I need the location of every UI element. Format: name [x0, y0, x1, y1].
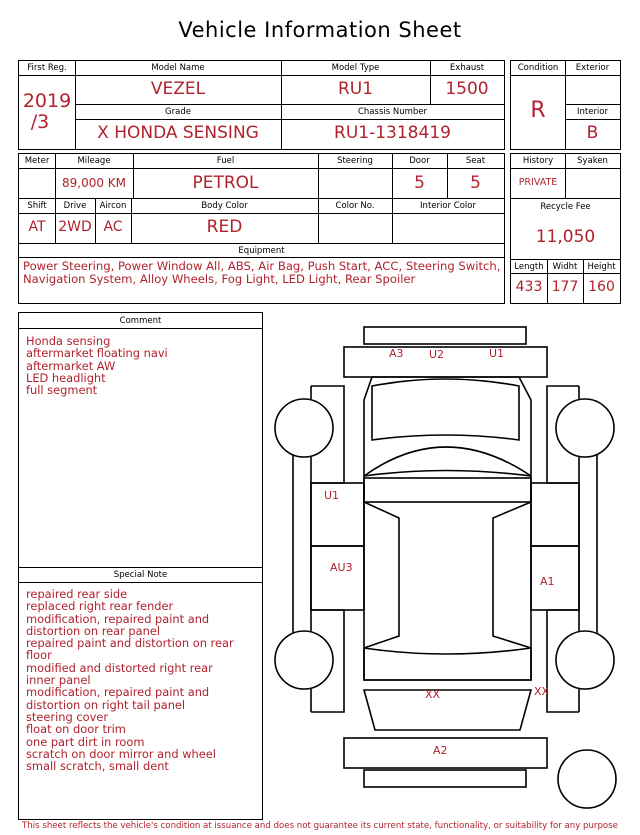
- height-value: 160: [588, 279, 615, 295]
- seat-value: 5: [470, 173, 481, 193]
- history-label: History: [522, 156, 554, 166]
- damage-mark-left-rear-door: AU3: [330, 561, 353, 574]
- door-value: 5: [414, 173, 425, 193]
- steering-label: Steering: [337, 156, 373, 166]
- windshield: [364, 447, 531, 476]
- footer-disclaimer: This sheet reflects the vehicle's condition at issuance and does not guarantee its current state, functionality, or suitability for any purpose: [22, 821, 618, 831]
- special-note-item: float on door trim: [26, 722, 126, 737]
- shift-label: Shift: [27, 201, 47, 211]
- mileage-value: 89,000 KM: [61, 176, 127, 190]
- drive-value: 2WD: [58, 219, 92, 235]
- notes-panel: [18, 312, 263, 820]
- rear-left-wheel: [275, 631, 333, 689]
- damage-mark-rear-center: XX: [425, 688, 441, 701]
- damage-mark-left-front-door: U1: [324, 489, 340, 502]
- rear-right-wheel: [556, 631, 614, 689]
- special-note-item: small scratch, small dent: [26, 759, 169, 774]
- damage-mark-rear-bumper: A2: [433, 744, 448, 757]
- interior-label: Interior: [576, 107, 608, 117]
- comment-list: [26, 335, 258, 396]
- exhaust-value: 1500: [445, 79, 489, 99]
- spec-table: [18, 153, 505, 304]
- special-note-item: modification, repaired paint and distortion on rear panel: [26, 611, 210, 638]
- comment-item: Honda sensing: [26, 334, 111, 348]
- fuel-label: Fuel: [216, 156, 235, 166]
- fuel-value: PETROL: [192, 173, 259, 193]
- rear-glass: [364, 648, 531, 680]
- recycle-fee-value: 11,050: [535, 227, 596, 247]
- exterior-label: Exterior: [575, 63, 610, 73]
- damage-mark-rear-right: XX: [534, 685, 550, 698]
- aircon-label: Aircon: [99, 201, 127, 211]
- length-value: 433: [515, 279, 543, 295]
- comment-label: Comment: [119, 316, 162, 326]
- body-color-value: RED: [206, 217, 243, 237]
- aircon-value: AC: [103, 219, 123, 235]
- model-name-value: VEZEL: [150, 79, 206, 99]
- comment-item: full segment: [26, 383, 98, 398]
- front-right-wheel: [556, 399, 614, 457]
- comment-item: aftermarket floating navi: [26, 346, 168, 361]
- height-label: Height: [587, 262, 616, 272]
- body-color-label: Body Color: [201, 201, 248, 211]
- color-no-label: Color No.: [335, 201, 375, 211]
- special-note-item: one part dirt in room: [26, 734, 145, 749]
- drive-label: Drive: [63, 201, 87, 211]
- exhaust-label: Exhaust: [449, 63, 485, 73]
- condition-label: Condition: [517, 63, 559, 73]
- comment-item: aftermarket AW: [26, 358, 116, 373]
- special-note-item: scratch on door mirror and wheel: [26, 746, 216, 761]
- special-note-item: repaired paint and distortion on rear floor: [26, 636, 234, 663]
- syaken-label: Syaken: [577, 156, 608, 166]
- trunk: [364, 690, 531, 730]
- interior-value: B: [586, 123, 599, 143]
- model-type-label: Model Type: [331, 63, 380, 73]
- mileage-label: Mileage: [77, 156, 111, 166]
- equipment-label: Equipment: [238, 246, 285, 256]
- roof-pillars: [364, 502, 531, 648]
- damage-mark-front-center: U2: [429, 348, 445, 361]
- length-label: Length: [514, 262, 544, 272]
- door-label: Door: [409, 156, 430, 166]
- special-note-list: [26, 588, 236, 772]
- chassis-number-label: Chassis Number: [357, 107, 428, 117]
- special-note-item: replaced right rear fender: [26, 599, 174, 614]
- width-label: Widht: [552, 262, 578, 272]
- roof-front: [364, 478, 531, 502]
- history-table: [510, 153, 621, 304]
- grade-label: Grade: [165, 107, 191, 117]
- car-damage-diagram: [270, 318, 622, 818]
- special-note-item: repaired rear side: [26, 587, 128, 601]
- equipment-value: Power Steering, Power Window All, ABS, Air Bag, Push Start, ACC, Steering Switch, Navigation System, Alloy Wheels, Fog Light, LED Light, Rear Spoiler: [23, 259, 501, 286]
- special-note-item: steering cover: [26, 709, 108, 724]
- car-body-outline: [364, 377, 531, 680]
- history-value: PRIVATE: [518, 177, 558, 188]
- model-type-value: RU1: [337, 79, 374, 99]
- special-note-item: modification, repaired paint and distortion on right tail panel: [26, 685, 210, 712]
- front-bumper: [364, 327, 526, 344]
- sheet-title: Vehicle Information Sheet: [178, 18, 462, 42]
- front-left-wheel: [275, 399, 333, 457]
- chassis-number-value: RU1-1318419: [334, 123, 451, 143]
- right-front-door: [531, 483, 579, 546]
- seat-label: Seat: [465, 156, 486, 166]
- special-note-item: modified and distorted right rear inner panel: [26, 660, 213, 688]
- left-rear-door: [311, 546, 364, 610]
- damage-mark-front-right: U1: [489, 347, 505, 360]
- special-note-label: Special Note: [113, 570, 168, 580]
- interior-color-label: Interior Color: [420, 201, 476, 211]
- comment-item: LED headlight: [26, 370, 106, 385]
- damage-mark-right-rear-door: A1: [540, 575, 555, 588]
- first-reg-label: First Reg.: [27, 63, 67, 73]
- spare-wheel: [558, 750, 616, 808]
- rear-bumper: [364, 770, 526, 787]
- meter-label: Meter: [24, 156, 50, 166]
- width-value: 177: [551, 279, 579, 295]
- hood: [372, 379, 519, 440]
- condition-value: R: [530, 98, 546, 123]
- first-reg-year: 2019: [22, 90, 72, 112]
- right-rear-door: [531, 546, 579, 610]
- recycle-fee-label: Recycle Fee: [540, 202, 591, 212]
- model-name-label: Model Name: [151, 63, 205, 73]
- front-panel: [344, 347, 547, 377]
- condition-table: [510, 60, 621, 150]
- first-reg-month: /3: [30, 111, 50, 133]
- shift-value: AT: [28, 219, 46, 235]
- model-info-table: [18, 60, 505, 150]
- damage-mark-front-left: A3: [389, 347, 404, 360]
- grade-value: X HONDA SENSING: [97, 123, 259, 143]
